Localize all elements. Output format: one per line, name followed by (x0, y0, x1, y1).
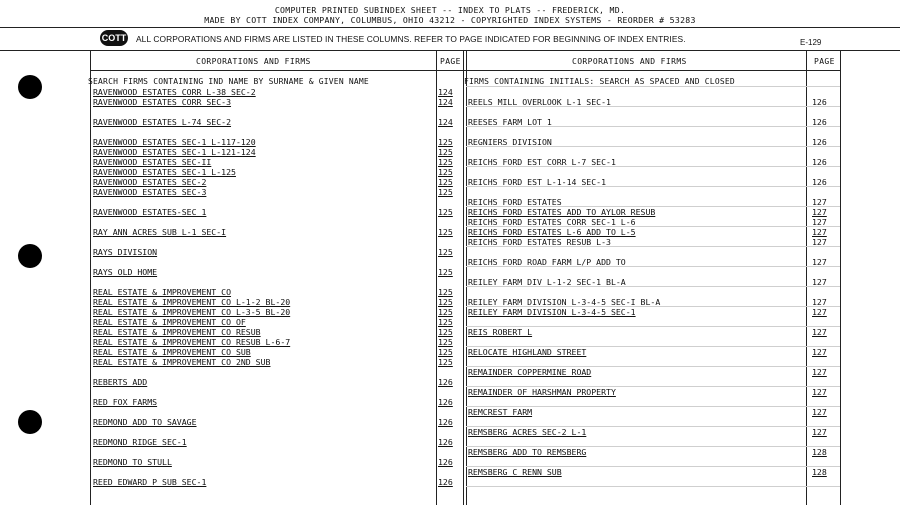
list-item (93, 117, 468, 127)
entry-page: 125 (438, 247, 453, 257)
list-item (468, 467, 842, 477)
entry-name: RELOCATE HIGHLAND STREET (468, 347, 587, 357)
right-page-header: PAGE (814, 57, 835, 66)
row-rule (466, 166, 840, 167)
list-item (93, 357, 468, 367)
entry-name: RAVENWOOD ESTATES CORR SEC-3 (93, 97, 232, 107)
left-column-title: CORPORATIONS AND FIRMS (196, 57, 311, 66)
entry-page: 124 (438, 87, 453, 97)
header-rule (0, 27, 900, 28)
entry-name: RAVENWOOD ESTATES L-74 SEC-2 (93, 117, 232, 127)
entry-page: 126 (438, 417, 453, 427)
entry-page: 127 (812, 427, 827, 437)
list-item (93, 247, 468, 257)
entry-page: 125 (438, 357, 453, 367)
list-item (93, 167, 468, 177)
entry-name: REGNIERS DIVISION (468, 137, 552, 147)
entry-name: REMSBERG ADD TO REMSBERG (468, 447, 587, 457)
row-rule (466, 366, 840, 367)
row-rule (466, 406, 840, 407)
row-rule (466, 346, 840, 347)
list-item (93, 327, 468, 337)
entry-page: 126 (438, 397, 453, 407)
list-item (93, 417, 468, 427)
entry-page: 126 (812, 177, 827, 187)
row-rule (466, 466, 840, 467)
entry-page: 127 (812, 297, 827, 307)
entry-page: 126 (812, 117, 827, 127)
row-rule (466, 486, 840, 487)
left-search-instructions: SEARCH FIRMS CONTAINING IND NAME BY SURNAME & GIVEN NAME (88, 77, 369, 86)
punch-hole (18, 244, 42, 268)
entry-name: REICHS FORD ESTATES RESUB L-3 (468, 237, 611, 247)
list-item (93, 397, 468, 407)
entry-page: 127 (812, 217, 827, 227)
entry-page: 125 (438, 287, 453, 297)
entry-page: 126 (438, 477, 453, 487)
entry-name: REMAINDER OF HARSHMAN PROPERTY (468, 387, 616, 397)
entry-name: REAL ESTATE & IMPROVEMENT CO L-3-5 BL-20 (93, 307, 291, 317)
table-top-rule (0, 50, 900, 51)
entry-name: REICHS FORD ROAD FARM L/P ADD TO (468, 257, 626, 267)
punch-hole (18, 75, 42, 99)
list-item (468, 307, 842, 317)
entry-page: 126 (438, 377, 453, 387)
row-rule (466, 106, 840, 107)
entry-name: REAL ESTATE & IMPROVEMENT CO SUB (93, 347, 251, 357)
form-number: E-129 (800, 38, 822, 47)
entry-name: REICHS FORD EST L-1-14 SEC-1 (468, 177, 607, 187)
instructions-text: ALL CORPORATIONS AND FIRMS ARE LISTED IN THESE COLUMNS. REFER TO PAGE INDICATED FOR BEGINNING OF INDEX ENTRIES. (136, 34, 686, 44)
entry-page: 127 (812, 207, 827, 217)
list-item (93, 207, 468, 217)
entry-name: REMCREST FARM (468, 407, 533, 417)
punch-hole (18, 410, 42, 434)
entry-page: 126 (438, 437, 453, 447)
entry-name: REAL ESTATE & IMPROVEMENT CO (93, 287, 232, 297)
list-item (468, 367, 842, 377)
row-rule (466, 86, 840, 87)
entry-name: REICHS FORD ESTATES ADD TO AYLOR RESUB (468, 207, 656, 217)
list-item (93, 347, 468, 357)
row-rule (466, 326, 840, 327)
cott-logo: COTT (100, 30, 128, 46)
list-item (93, 177, 468, 187)
row-rule (466, 146, 840, 147)
entry-name: REILEY FARM DIV L-1-2 SEC-1 BL-A (468, 277, 626, 287)
row-rule (466, 426, 840, 427)
entry-page: 127 (812, 307, 827, 317)
entry-name: RAVENWOOD ESTATES SEC-II (93, 157, 212, 167)
entry-name: REELS MILL OVERLOOK L-1 SEC-1 (468, 97, 611, 107)
row-rule (466, 286, 840, 287)
entry-name: REICHS FORD ESTATES CORR SEC-1 L-6 (468, 217, 636, 227)
row-rule (466, 186, 840, 187)
list-item (93, 317, 468, 327)
entry-page: 127 (812, 327, 827, 337)
list-item (468, 327, 842, 337)
entry-page: 125 (438, 207, 453, 217)
entry-page: 127 (812, 197, 827, 207)
entry-page: 127 (812, 257, 827, 267)
entry-name: RAVENWOOD ESTATES SEC-1 L-125 (93, 167, 236, 177)
row-rule (466, 206, 840, 207)
entry-name: RAYS OLD HOME (93, 267, 158, 277)
entry-page: 125 (438, 297, 453, 307)
list-item (93, 287, 468, 297)
entry-name: RAVENWOOD ESTATES SEC-2 (93, 177, 207, 187)
entry-name: REMSBERG C RENN SUB (468, 467, 562, 477)
entry-name: RAYS DIVISION (93, 247, 158, 257)
list-item (93, 307, 468, 317)
list-item (93, 157, 468, 167)
entry-page: 124 (438, 97, 453, 107)
entry-name: REMSBERG ACRES SEC-2 L-1 (468, 427, 587, 437)
entry-page: 125 (438, 347, 453, 357)
left-page-header: PAGE (440, 57, 461, 66)
list-item (468, 387, 842, 397)
entry-page: 127 (812, 237, 827, 247)
row-rule (466, 246, 840, 247)
right-column-title: CORPORATIONS AND FIRMS (572, 57, 687, 66)
entry-page: 125 (438, 167, 453, 177)
entry-name: REICHS FORD ESTATES (468, 197, 562, 207)
list-item (93, 297, 468, 307)
list-item (93, 187, 468, 197)
entry-name: REMAINDER COPPERMINE ROAD (468, 367, 592, 377)
row-rule (466, 306, 840, 307)
list-item (93, 437, 468, 447)
entry-page: 127 (812, 407, 827, 417)
entry-name: REAL ESTATE & IMPROVEMENT CO RESUB L-6-7 (93, 337, 291, 347)
list-item (93, 87, 468, 97)
entry-name: REICHS FORD EST CORR L-7 SEC-1 (468, 157, 616, 167)
entry-name: REAL ESTATE & IMPROVEMENT CO RESUB (93, 327, 261, 337)
left-margin-rule (90, 50, 91, 505)
entry-page: 125 (438, 157, 453, 167)
list-item (93, 267, 468, 277)
entry-page: 125 (438, 147, 453, 157)
entry-page: 125 (438, 227, 453, 237)
entry-name: RAY ANN ACRES SUB L-1 SEC-I (93, 227, 227, 237)
entry-page: 127 (812, 227, 827, 237)
row-rule (466, 266, 840, 267)
row-rule (466, 446, 840, 447)
row-rule (466, 226, 840, 227)
list-item (468, 227, 842, 237)
entry-name: REAL ESTATE & IMPROVEMENT CO OF (93, 317, 246, 327)
list-item (468, 347, 842, 357)
entry-page: 126 (812, 137, 827, 147)
entry-name: RAVENWOOD ESTATES CORR L-38 SEC-2 (93, 87, 256, 97)
list-item (468, 427, 842, 437)
list-item (93, 377, 468, 387)
column-head-rule (90, 70, 840, 71)
entry-name: REDMOND TO STULL (93, 457, 172, 467)
entry-page: 127 (812, 277, 827, 287)
entry-page: 127 (812, 347, 827, 357)
entry-page: 126 (812, 97, 827, 107)
entry-page: 125 (438, 317, 453, 327)
entry-name: REAL ESTATE & IMPROVEMENT CO L-1-2 BL-20 (93, 297, 291, 307)
entry-name: REILEY FARM DIVISION L-3-4-5 SEC-1 (468, 307, 636, 317)
entry-name: REICHS FORD ESTATES L-6 ADD TO L-5 (468, 227, 636, 237)
entry-page: 125 (438, 177, 453, 187)
entry-page: 128 (812, 467, 827, 477)
entry-page: 125 (438, 187, 453, 197)
entry-page: 128 (812, 447, 827, 457)
list-item (93, 227, 468, 237)
entry-page: 125 (438, 327, 453, 337)
entry-name: REESES FARM LOT 1 (468, 117, 552, 127)
entry-page: 125 (438, 307, 453, 317)
right-search-instructions: FIRMS CONTAINING INITIALS: SEARCH AS SPACED AND CLOSED (464, 77, 735, 86)
entry-page: 125 (438, 337, 453, 347)
sheet-title: COMPUTER PRINTED SUBINDEX SHEET -- INDEX TO PLATS -- FREDERICK, MD. (274, 5, 626, 15)
entry-name: RAVENWOOD ESTATES-SEC 1 (93, 207, 207, 217)
list-item (93, 457, 468, 467)
publisher-line: MADE BY COTT INDEX COMPANY, COLUMBUS, OHIO 43212 - COPYRIGHTED INDEX SYSTEMS - REORDER # 53283 (204, 15, 696, 25)
entry-name: REILEY FARM DIVISION L-3-4-5 SEC-I BL-A (468, 297, 661, 307)
entry-name: RAVENWOOD ESTATES SEC-1 L-117-120 (93, 137, 256, 147)
entry-name: RAVENWOOD ESTATES SEC-1 L-121-124 (93, 147, 256, 157)
entry-name: REDMOND ADD TO SAVAGE (93, 417, 197, 427)
list-item (468, 207, 842, 217)
list-item (93, 147, 468, 157)
entry-name: REBERTS ADD (93, 377, 148, 387)
list-item (93, 477, 468, 487)
entry-page: 126 (812, 157, 827, 167)
entry-name: RED FOX FARMS (93, 397, 158, 407)
list-item (93, 337, 468, 347)
entry-page: 127 (812, 387, 827, 397)
entry-page: 127 (812, 367, 827, 377)
entry-name: REAL ESTATE & IMPROVEMENT CO 2ND SUB (93, 357, 271, 367)
entry-name: REED EDWARD P SUB SEC-1 (93, 477, 207, 487)
entry-page: 125 (438, 137, 453, 147)
entry-page: 126 (438, 457, 453, 467)
list-item (468, 407, 842, 417)
entry-page: 125 (438, 267, 453, 277)
list-item (93, 137, 468, 147)
entry-name: REDMOND RIDGE SEC-1 (93, 437, 187, 447)
row-rule (466, 386, 840, 387)
entry-name: REIS ROBERT L (468, 327, 533, 337)
entry-name: RAVENWOOD ESTATES SEC-3 (93, 187, 207, 197)
list-item (93, 97, 468, 107)
list-item (468, 447, 842, 457)
entry-page: 124 (438, 117, 453, 127)
row-rule (466, 126, 840, 127)
